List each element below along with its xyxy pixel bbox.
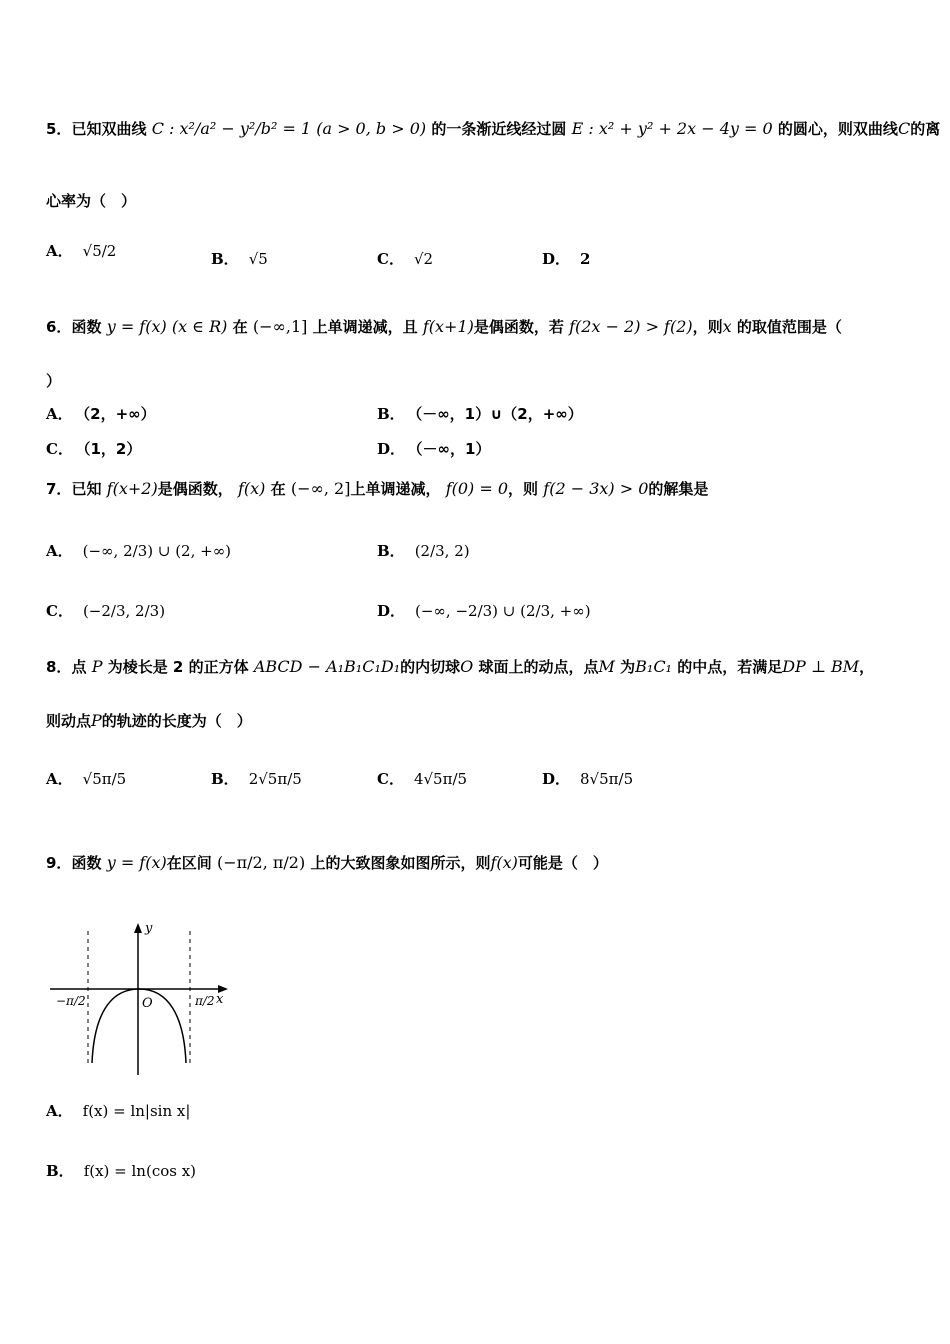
q8-text-2: 为棱长是 2 的正方体 (107, 658, 249, 676)
q6-text-6: 的取值范围是（ (736, 318, 842, 336)
q8-o: O (460, 657, 474, 676)
q7-fx: f(x) (237, 479, 266, 498)
q5-option-d[interactable] (542, 248, 590, 269)
option-label: B． (377, 405, 405, 423)
option-label: A． (46, 242, 73, 260)
q8-perp: DP ⊥ BM (782, 657, 860, 676)
q6-stem-cont: ） (46, 372, 62, 390)
q5-text-1: 已知双曲线 (71, 120, 147, 138)
q8-text-8: 则动点 (46, 712, 92, 730)
option-label: B． (211, 770, 239, 788)
q8-text-4: 球面上的动点，点 (478, 658, 599, 676)
option-label: C． (46, 440, 73, 458)
q9-text-1: 函数 (71, 854, 102, 872)
option-label: D． (542, 770, 571, 788)
option-value: 4√5π/5 (413, 770, 468, 788)
q8-option-d[interactable] (542, 768, 633, 789)
q5-c: C (897, 119, 911, 138)
option-value: 2√5π/5 (248, 770, 302, 788)
q9-fx: f(x) (490, 853, 518, 872)
q8-stem-cont (46, 710, 252, 731)
q7-text-3: 在 (270, 480, 286, 498)
option-value: √5π/5 (82, 770, 127, 788)
option-label: D． (377, 440, 406, 458)
option-value: f(x) = ln(cos x) (83, 1162, 197, 1180)
q7-option-d[interactable] (377, 600, 591, 621)
q6-option-b[interactable] (377, 403, 583, 424)
option-value: 2 (580, 250, 591, 268)
option-label: D． (542, 250, 571, 268)
option-value: (−∞, 2/3) ∪ (2, +∞) (82, 542, 232, 560)
q6-option-c[interactable] (46, 438, 141, 459)
q8-text-1: 点 (71, 658, 87, 676)
option-value: （1，2） (82, 440, 142, 458)
q7-text-5: ，则 (508, 480, 539, 498)
option-value: √5/2 (82, 242, 117, 260)
option-label: A． (46, 405, 73, 423)
q6-shift: f(x+1) (422, 317, 474, 336)
q9-stem (46, 852, 608, 873)
q6-text-4: 是偶函数，若 (473, 318, 564, 336)
q9-text-4: 可能是（ ） (517, 854, 608, 872)
option-value: (−∞, −2/3) ∪ (2/3, +∞) (415, 602, 591, 620)
q9-option-a[interactable] (46, 1100, 190, 1121)
option-value: 8√5π/5 (580, 770, 634, 788)
option-label: A． (46, 770, 73, 788)
q6-text-5: ，则 (692, 318, 723, 336)
option-value: f(x) = ln|sin x| (82, 1102, 191, 1120)
q9-function-graph (50, 915, 240, 1080)
q8-text-3: 的内切球 (400, 658, 461, 676)
option-label: C． (377, 770, 404, 788)
option-label: C． (377, 250, 404, 268)
q8-text-9: 的轨迹的长度为（ ） (101, 712, 252, 730)
option-value: √5 (248, 250, 268, 268)
q7-text-4: 上单调递减， (350, 480, 441, 498)
origin-label: O (142, 996, 153, 1011)
q8-text-7: ， (859, 658, 875, 676)
q8-p-2: P (91, 711, 102, 730)
q5-stem-cont: 心率为（ ） (46, 192, 137, 210)
q6-text-2: 在 (232, 318, 248, 336)
q5-text-2: 的一条渐近线经过圆 (431, 120, 567, 138)
q6-interval: (−∞,1] (252, 317, 308, 336)
y-axis-label: y (145, 921, 153, 936)
q6-option-d[interactable] (377, 438, 490, 459)
q9-number: 9． (46, 854, 72, 872)
q8-text-6: 的中点，若满足 (677, 658, 783, 676)
q8-text-5: 为 (620, 658, 636, 676)
q8-option-c[interactable] (377, 768, 467, 789)
q7-f-shift: f(x+2) (106, 479, 158, 498)
left-tick-label: −π/2 (56, 994, 86, 1008)
q9-option-b[interactable] (46, 1160, 196, 1181)
option-value: (−2/3, 2/3) (82, 602, 166, 620)
option-label: A． (46, 542, 73, 560)
q6-text-3: 上单调递减，且 (312, 318, 418, 336)
q5-text-4: 的离 (910, 120, 941, 138)
option-value: （－∞，1） (415, 440, 491, 458)
q7-text-2: 是偶函数， (157, 480, 233, 498)
q9-text-3: 上的大致图象如图所示，则 (310, 854, 491, 872)
q5-option-b[interactable] (211, 248, 268, 269)
option-label: B． (377, 542, 405, 560)
q7-option-c[interactable] (46, 600, 165, 621)
q5-text-3: 的圆心，则双曲线 (777, 120, 898, 138)
q7-option-b[interactable] (377, 540, 470, 561)
option-label: D． (377, 602, 406, 620)
q5-number: 5． (46, 120, 72, 138)
y-axis-arrow-icon (134, 923, 142, 933)
q8-m: M (598, 657, 615, 676)
q6-func: y = f(x) (x ∈ R) (106, 317, 228, 336)
q7-option-a[interactable] (46, 540, 231, 561)
q8-stem (46, 656, 874, 677)
function-curve (92, 989, 186, 1063)
q7-interval: (−∞, 2] (290, 479, 351, 498)
q9-interval: (−π/2, π/2) (216, 853, 306, 872)
q6-number: 6． (46, 318, 72, 336)
q7-stem (46, 478, 708, 499)
q9-func: y = f(x) (106, 853, 167, 872)
q5-stem (46, 118, 940, 139)
option-value: （2，+∞） (82, 405, 156, 423)
q5-circle-formula: E : x² + y² + 2x − 4y = 0 (571, 119, 773, 138)
q7-text-6: 的解集是 (648, 480, 709, 498)
q7-inequality: f(2 − 3x) > 0 (543, 479, 649, 498)
q8-option-b[interactable] (211, 768, 302, 789)
q5-option-c[interactable] (377, 248, 433, 269)
q7-f0: f(0) = 0 (445, 479, 509, 498)
q6-text-1: 函数 (71, 318, 102, 336)
option-label: B． (46, 1162, 74, 1180)
x-axis-label: x (216, 992, 224, 1007)
q6-option-a[interactable] (46, 403, 156, 424)
q6-stem (46, 316, 842, 337)
q9-text-2: 在区间 (166, 854, 212, 872)
option-value: (2/3, 2) (414, 542, 470, 560)
option-label: B． (211, 250, 239, 268)
q8-edge: B₁C₁ (635, 657, 672, 676)
option-value: （－∞，1）∪（2，+∞） (414, 405, 583, 423)
right-tick-label: π/2 (195, 994, 215, 1008)
q8-cube: ABCD − A₁B₁C₁D₁ (253, 657, 401, 676)
q5-hyperbola-formula: C : x²/a² − y²/b² = 1 (a > 0, b > 0) (151, 119, 427, 138)
q6-inequality: f(2x − 2) > f(2) (569, 317, 693, 336)
option-label: C． (46, 602, 73, 620)
q8-number: 8． (46, 658, 72, 676)
q8-p: P (91, 657, 103, 676)
option-label: A． (46, 1102, 73, 1120)
q5-option-a[interactable] (46, 240, 116, 261)
q8-option-a[interactable] (46, 768, 126, 789)
q6-x: x (722, 317, 732, 336)
option-value: √2 (413, 250, 434, 268)
q7-text-1: 已知 (71, 480, 102, 498)
q7-number: 7． (46, 480, 72, 498)
